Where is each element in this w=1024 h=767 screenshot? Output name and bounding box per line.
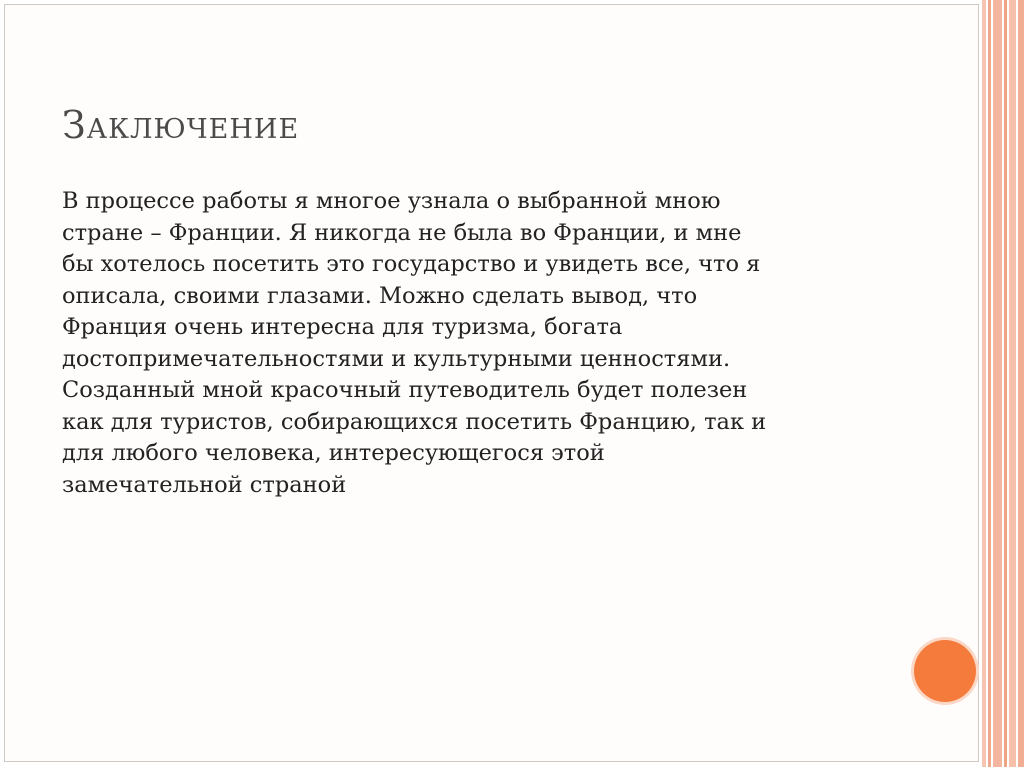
- slide-body-text: [62, 186, 882, 501]
- slide-title: Заключение: [62, 103, 300, 147]
- body-line: как для туристов, собирающихся посетить Францию, так и: [62, 408, 767, 435]
- decorative-stripe: [1018, 0, 1024, 767]
- body-line: Франция очень интересна для туризма, богата: [62, 314, 623, 340]
- body-line: В процессе работы я многое узнала о выбранной мною: [62, 188, 721, 214]
- body-line: стране – Франции. Я никогда не была во Франции, и мне: [62, 219, 742, 246]
- decorative-stripe: [1004, 0, 1007, 767]
- body-line: замечательной страной: [62, 471, 347, 498]
- orange-circle-icon: [914, 640, 976, 702]
- decorative-stripe: [988, 0, 991, 767]
- decorative-stripe: [1009, 0, 1016, 767]
- body-line: описала, своими глазами. Можно сделать вывод, что: [62, 282, 698, 309]
- body-line: для любого человека, интересующегося этой: [62, 440, 605, 466]
- body-line: Созданный мной красочный путеводитель будет полезен: [62, 377, 748, 403]
- decorative-stripe: [993, 0, 1002, 767]
- body-line: достопримечательностями и культурными ценностями.: [62, 345, 731, 372]
- body-line: бы хотелось посетить это государство и увидеть все, что я: [62, 251, 761, 277]
- decorative-stripe: [982, 0, 986, 767]
